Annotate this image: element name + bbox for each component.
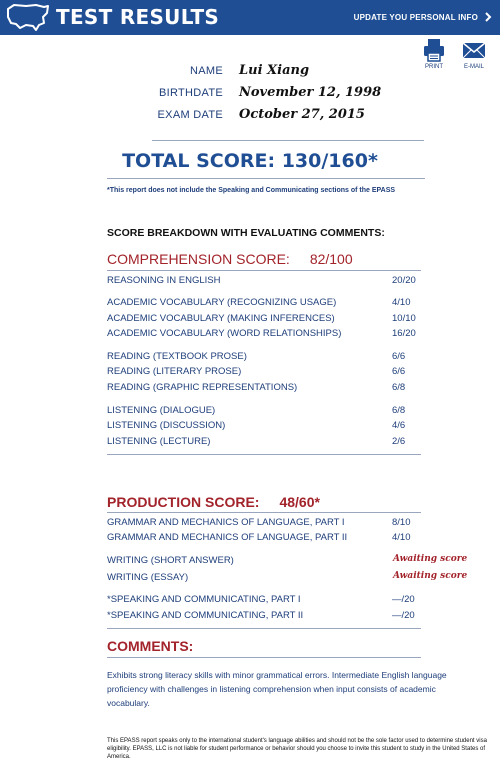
score-row xyxy=(107,532,417,543)
score-row-value: —/20 xyxy=(392,610,415,621)
comprehension-score-title xyxy=(107,251,353,267)
birthdate-row xyxy=(150,85,381,107)
divider xyxy=(107,512,421,513)
score-row-label: READING (GRAPHIC REPRESENTATIONS) xyxy=(107,382,298,393)
score-row-value: —/20 xyxy=(392,594,415,605)
score-row xyxy=(107,420,417,431)
score-row-label: *SPEAKING AND COMMUNICATING, PART II xyxy=(107,610,304,621)
score-row-label: ACADEMIC VOCABULARY (RECOGNIZING USAGE) xyxy=(107,297,337,308)
print-label: PRINT xyxy=(425,64,443,70)
production-score-title xyxy=(107,494,320,510)
score-row-label: WRITING (SHORT ANSWER) xyxy=(107,555,234,566)
comments-title: COMMENTS: xyxy=(107,638,194,654)
score-row-value: 6/6 xyxy=(392,351,406,362)
score-row-label: LISTENING (DISCUSSION) xyxy=(107,420,226,431)
score-row-value: 10/10 xyxy=(392,313,416,324)
score-row xyxy=(107,594,417,605)
score-row-label: ACADEMIC VOCABULARY (WORD RELATIONSHIPS) xyxy=(107,328,342,339)
usa-map-icon xyxy=(6,3,50,32)
score-row-label: GRAMMAR AND MECHANICS OF LANGUAGE, PART I xyxy=(107,517,345,528)
page-title: TEST RESULTS xyxy=(56,5,220,29)
printer-icon xyxy=(422,38,446,62)
score-row xyxy=(107,571,468,583)
update-personal-info-link[interactable] xyxy=(354,12,492,22)
total-score: TOTAL SCORE: 130/160* xyxy=(122,150,378,172)
breakdown-heading: SCORE BREAKDOWN WITH EVALUATING COMMENTS: xyxy=(107,227,385,239)
score-row xyxy=(107,313,417,324)
awaiting-score: Awaiting score xyxy=(393,554,468,564)
birthdate-value: November 12, 1998 xyxy=(239,85,382,100)
score-row xyxy=(107,275,417,286)
divider xyxy=(107,628,421,629)
print-button[interactable] xyxy=(420,38,448,70)
score-row-label: ACADEMIC VOCABULARY (MAKING INFERENCES) xyxy=(107,313,335,324)
email-button[interactable] xyxy=(460,38,488,70)
score-row xyxy=(107,351,417,362)
score-row-label: LISTENING (DIALOGUE) xyxy=(107,405,216,416)
disclaimer: This EPASS report speaks only to the international student's language abilities and should not be the sole factor used to determine student visa eligibility. EPASS, LLC is not liable for student performance or behavior should you choose to invite this student to study in the United States of America. xyxy=(107,738,487,760)
comments-text: Exhibits strong literacy skills with minor grammatical errors. Intermediate English language proficiency with challenges in listening comprehension when input consists of academic vocabulary. xyxy=(107,670,447,708)
student-info xyxy=(150,63,381,129)
divider xyxy=(107,657,421,658)
divider xyxy=(107,454,421,455)
score-row xyxy=(107,366,417,377)
score-row xyxy=(107,610,417,621)
score-row xyxy=(107,554,468,566)
score-row xyxy=(107,328,417,339)
score-row-value: 4/10 xyxy=(392,297,411,308)
exam-date-row xyxy=(150,107,381,129)
divider xyxy=(152,140,424,141)
email-label: E-MAIL xyxy=(463,64,484,70)
score-row-value: 8/10 xyxy=(392,517,411,528)
report-note: *This report does not include the Speaking and Communicating sections of the EPASS xyxy=(107,187,396,194)
score-row-value: 6/8 xyxy=(392,382,406,393)
score-row-value: 16/20 xyxy=(392,328,416,339)
name-label: NAME xyxy=(190,65,223,77)
score-row-label: REASONING IN ENGLISH xyxy=(107,275,221,286)
divider xyxy=(107,178,425,179)
envelope-icon xyxy=(462,38,486,62)
name-row xyxy=(150,63,381,85)
awaiting-score: Awaiting score xyxy=(393,571,468,581)
score-row xyxy=(107,517,417,528)
production-score-value: 48/60* xyxy=(279,494,320,510)
score-row xyxy=(107,382,417,393)
student-name: Lui Xiang xyxy=(239,63,310,78)
score-row xyxy=(107,297,417,308)
score-row-value: 4/6 xyxy=(392,420,406,431)
score-row-value: 6/8 xyxy=(392,405,406,416)
score-row xyxy=(107,405,417,416)
score-row-label: WRITING (ESSAY) xyxy=(107,572,189,583)
score-row-label: READING (LITERARY PROSE) xyxy=(107,366,242,377)
score-row-label: *SPEAKING AND COMMUNICATING, PART I xyxy=(107,594,301,605)
chevron-right-icon xyxy=(484,12,492,22)
update-personal-info-label: UPDATE YOU PERSONAL INFO xyxy=(353,12,478,22)
score-row-value: 2/6 xyxy=(392,436,406,447)
exam-date-label: EXAM DATE xyxy=(157,109,223,121)
score-row-label: READING (TEXTBOOK PROSE) xyxy=(107,351,247,362)
score-row-value: 6/6 xyxy=(392,366,406,377)
score-row-label: GRAMMAR AND MECHANICS OF LANGUAGE, PART II xyxy=(107,532,348,543)
exam-date-value: October 27, 2015 xyxy=(239,107,365,122)
score-row xyxy=(107,436,417,447)
birthdate-label: BIRTHDATE xyxy=(158,87,223,99)
comprehension-score-value: 82/100 xyxy=(309,251,353,267)
comprehension-title-label: COMPREHENSION SCORE: xyxy=(107,251,290,267)
report-actions xyxy=(420,38,488,70)
score-row-value: 20/20 xyxy=(392,275,416,286)
score-row-value: 4/10 xyxy=(392,532,411,543)
score-row-label: LISTENING (LECTURE) xyxy=(107,436,211,447)
app-header xyxy=(0,0,500,35)
divider xyxy=(107,270,421,271)
production-title-label: PRODUCTION SCORE: xyxy=(107,494,260,510)
